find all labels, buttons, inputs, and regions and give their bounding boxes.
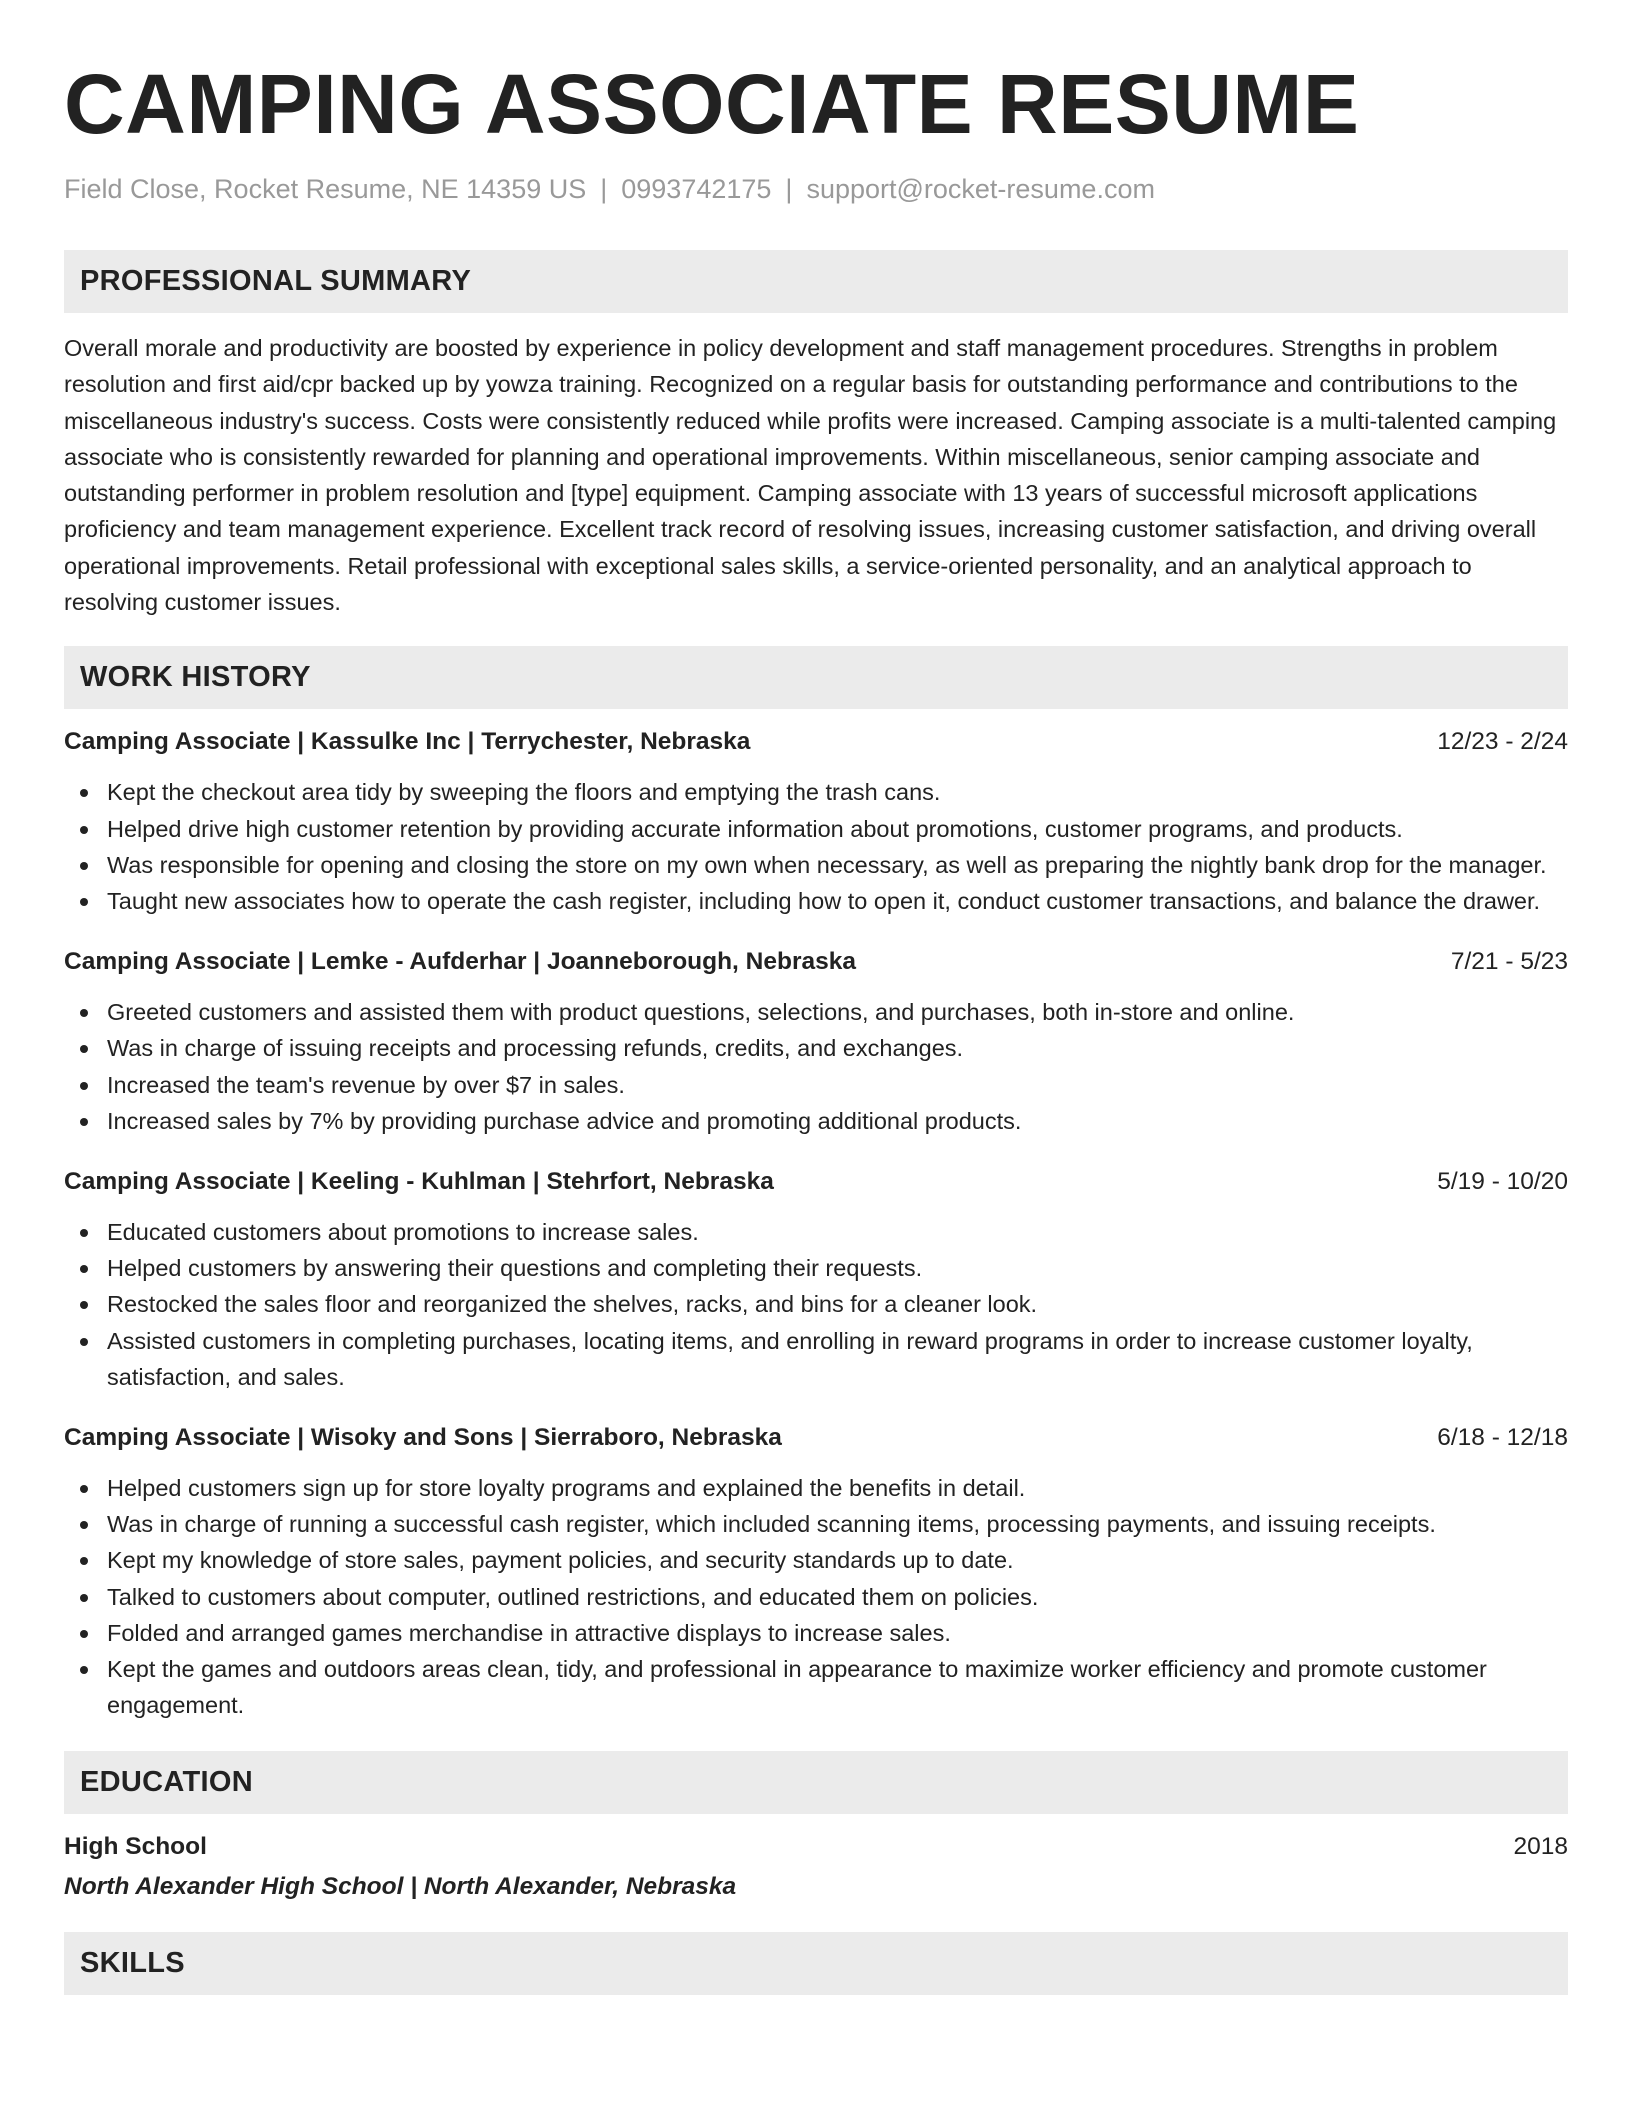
- job-header: [64, 1165, 1568, 1199]
- job-bullet-list: [64, 774, 1568, 919]
- contact-address: Field Close, Rocket Resume, NE 14359 US: [64, 174, 587, 204]
- job-bullet-list: [64, 1214, 1568, 1395]
- job-bullet: Increased sales by 7% by providing purchase advice and promoting additional products.: [64, 1103, 1568, 1139]
- contact-phone: 0993742175: [621, 174, 772, 204]
- section-heading-education: EDUCATION: [64, 1751, 1568, 1814]
- job-title: Camping Associate | Wisoky and Sons | Sierraboro, Nebraska: [64, 1424, 782, 1452]
- job-bullet: Talked to customers about computer, outlined restrictions, and educated them on policies.: [64, 1579, 1568, 1615]
- job-bullet: Kept my knowledge of store sales, payment policies, and security standards up to date.: [64, 1542, 1568, 1578]
- job-bullet: Was in charge of issuing receipts and processing refunds, credits, and exchanges.: [64, 1030, 1568, 1066]
- resume-title: CAMPING ASSOCIATE RESUME: [64, 57, 1360, 151]
- job-title: Camping Associate | Kassulke Inc | Terrychester, Nebraska: [64, 728, 751, 756]
- job-bullet: Educated customers about promotions to increase sales.: [64, 1214, 1568, 1250]
- job-entry: [64, 725, 1568, 919]
- job-bullet: Helped drive high customer retention by providing accurate information about promotions, customer programs, and products.: [64, 811, 1568, 847]
- job-title: Camping Associate | Keeling - Kuhlman | Stehrfort, Nebraska: [64, 1168, 774, 1195]
- job-entry: [64, 1421, 1568, 1723]
- job-entry: [64, 945, 1568, 1139]
- education-school: North Alexander High School | North Alexander, Nebraska: [64, 1873, 737, 1901]
- contact-email: support@rocket-resume.com: [806, 174, 1155, 204]
- job-bullet: Restocked the sales floor and reorganized the shelves, racks, and bins for a cleaner look.: [64, 1286, 1568, 1322]
- section-heading-skills: SKILLS: [64, 1932, 1568, 1995]
- job-bullet: Kept the checkout area tidy by sweeping the floors and emptying the trash cans.: [64, 774, 1568, 810]
- job-entry: [64, 1165, 1568, 1395]
- job-bullet: Kept the games and outdoors areas clean, tidy, and professional in appearance to maximize worker efficiency and promote customer engagement.: [64, 1651, 1568, 1723]
- job-bullet-list: [64, 994, 1568, 1139]
- job-bullet: Helped customers by answering their questions and completing their requests.: [64, 1250, 1568, 1286]
- job-bullet: Assisted customers in completing purchases, locating items, and enrolling in reward programs in order to increase customer loyalty, satisfaction, and sales.: [64, 1323, 1568, 1395]
- job-bullet: Helped customers sign up for store loyalty programs and explained the benefits in detail.: [64, 1470, 1568, 1506]
- job-header: [64, 1421, 1568, 1455]
- contact-separator: |: [600, 174, 608, 204]
- job-dates: 5/19 - 10/20: [1437, 1168, 1568, 1195]
- job-bullet: Increased the team's revenue by over $7 in sales.: [64, 1067, 1568, 1103]
- education-header: [64, 1830, 1568, 1864]
- job-bullet: Greeted customers and assisted them with product questions, selections, and purchases, both in-store and online.: [64, 994, 1568, 1030]
- education-year: 2018: [1513, 1833, 1568, 1861]
- job-title: Camping Associate | Lemke - Aufderhar | Joanneborough, Nebraska: [64, 948, 856, 976]
- section-heading-work-history: WORK HISTORY: [64, 646, 1568, 709]
- job-bullet: Was in charge of running a successful cash register, which included scanning items, processing payments, and issuing receipts.: [64, 1506, 1568, 1542]
- education-degree: High School: [64, 1833, 207, 1861]
- job-bullet: Was responsible for opening and closing the store on my own when necessary, as well as preparing the nightly bank drop for the manager.: [64, 847, 1568, 883]
- job-dates: 7/21 - 5/23: [1450, 948, 1568, 976]
- job-dates: 6/18 - 12/18: [1437, 1424, 1568, 1452]
- contact-separator: |: [785, 174, 793, 204]
- job-header: [64, 945, 1568, 979]
- contact-line: [64, 172, 1568, 206]
- section-heading-summary: PROFESSIONAL SUMMARY: [64, 250, 1568, 313]
- job-bullet-list: [64, 1470, 1568, 1723]
- summary-text: Overall morale and productivity are boosted by experience in policy development and staff management procedures. Strengths in problem resolution and first aid/cpr backed up by yowza training. Recognized on a regular basis for outstanding performance and contributions to the miscellaneous industry's success. Costs were consistently reduced while profits were increased. Camping associate is a multi-talented camping associate who is consistently rewarded for planning and operational improvements. Within miscellaneous, senior camping associate and outstanding performer in problem resolution and [type] equipment. Camping associate with 13 years of successful microsoft applications proficiency and team management experience. Excellent track record of resolving issues, increasing customer satisfaction, and driving overall operational improvements. Retail professional with exceptional sales skills, a service-oriented personality, and an analytical approach to resolving customer issues.: [64, 335, 1557, 616]
- job-bullet: Folded and arranged games merchandise in attractive displays to increase sales.: [64, 1615, 1568, 1651]
- job-bullet: Taught new associates how to operate the cash register, including how to open it, conduct customer transactions, and balance the drawer.: [64, 883, 1568, 919]
- job-header: [64, 725, 1568, 759]
- job-dates: 12/23 - 2/24: [1437, 728, 1568, 756]
